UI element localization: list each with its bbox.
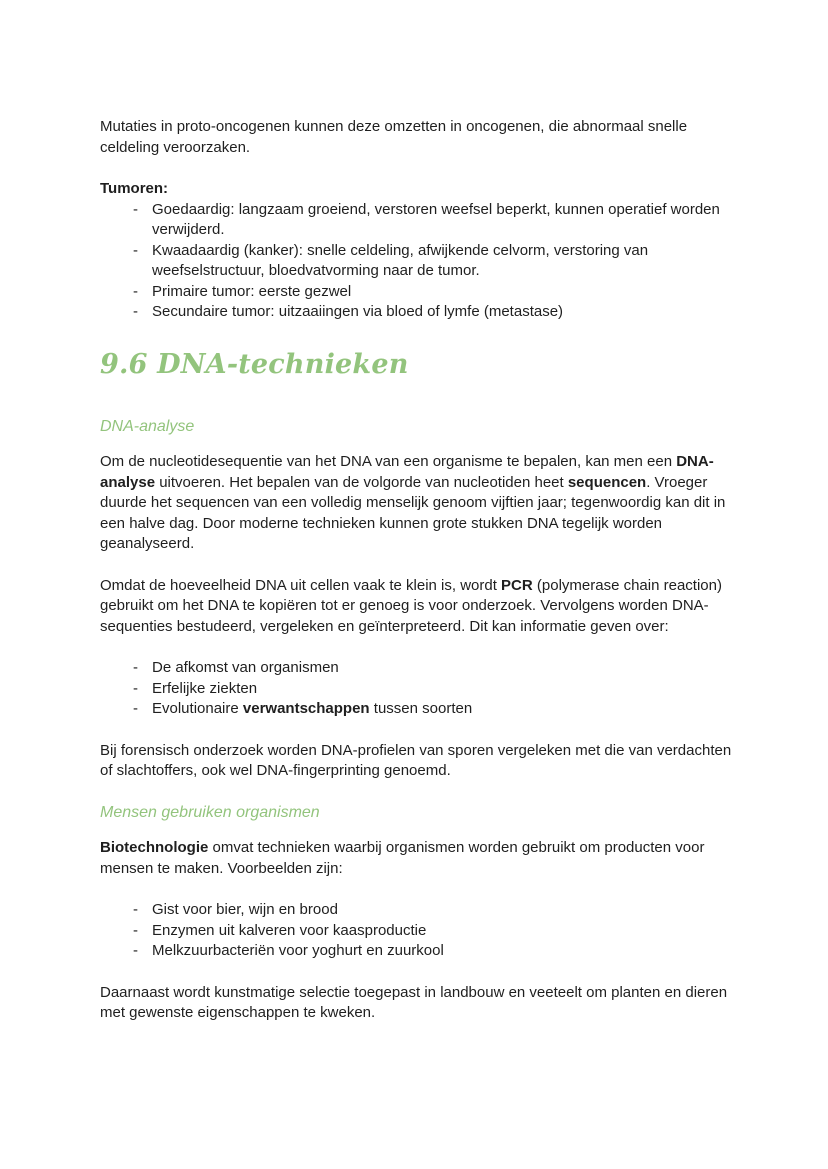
list-item-text: Goedaardig: langzaam groeiend, verstoren weefsel beperkt, kunnen operatief worden verwijderd.	[152, 200, 720, 238]
list-item-text: Erfelijke ziekten	[152, 679, 258, 697]
dash-bullet: -	[133, 282, 138, 300]
list-item-text: Evolutionaire verwantschappen tussen soorten	[152, 700, 473, 717]
list-item-text: Primaire tumor: eerste gezwel	[152, 282, 352, 300]
list-item-text: De afkomst van organismen	[152, 659, 339, 676]
section-heading-dna-technieken: 9.6 DNA-technieken	[100, 348, 409, 380]
dash-bullet: -	[133, 241, 138, 259]
subsection-heading-mensen-gebruiken-organismen: Mensen gebruiken organismen	[100, 803, 320, 821]
paragraph-forensisch: Bij forensisch onderzoek worden DNA-profielen van sporen vergeleken met die van verdachten of slachtoffers, ook wel DNA-fingerprinting genoemd.	[100, 741, 732, 779]
dash-bullet: -	[133, 921, 138, 939]
list-item-text: Enzymen uit kalveren voor kaasproductie	[152, 921, 427, 939]
list-item	[100, 282, 732, 303]
list-item	[100, 941, 732, 962]
paragraph-tumoren-label: Tumoren:	[100, 180, 169, 197]
list-item	[100, 200, 732, 241]
list-item	[100, 658, 732, 679]
list-item	[100, 699, 732, 720]
dash-bullet: -	[133, 200, 138, 218]
dash-bullet: -	[133, 659, 138, 676]
dna-info-list	[100, 658, 732, 720]
biotech-examples-list	[100, 900, 732, 962]
dash-bullet: -	[133, 700, 138, 717]
document-content	[100, 117, 732, 1024]
paragraph-kunstmatige-selectie: Daarnaast wordt kunstmatige selectie toegepast in landbouw en veeteelt om planten en dieren met gewenste eigenschappen te kweken.	[100, 983, 728, 1021]
dash-bullet: -	[133, 303, 138, 320]
paragraph-biotechnologie: Biotechnologie omvat technieken waarbij organismen worden gebruikt om producten voor mensen te maken. Voorbeelden zijn:	[100, 839, 705, 877]
list-item	[100, 921, 732, 942]
dash-bullet: -	[133, 942, 138, 959]
list-item	[100, 900, 732, 921]
list-item-text: Secundaire tumor: uitzaaiingen via bloed of lymfe (metastase)	[152, 303, 564, 320]
dash-bullet: -	[133, 679, 138, 697]
list-item	[100, 302, 732, 323]
list-item-text: Gist voor bier, wijn en brood	[152, 901, 338, 918]
list-item	[100, 679, 732, 700]
paragraph-dna-analyse: Om de nucleotidesequentie van het DNA van een organisme te bepalen, kan men een DNA-analyse uitvoeren. Het bepalen van de volgorde van nucleotiden heet sequencen. Vroeger duurde het sequencen van een volledig menselijk genoom vijftien jaar; tegenwoordig kan dit in een halve dag. Door moderne technieken kunnen grote stukken DNA tegelijk worden geanalyseerd.	[100, 453, 726, 552]
dash-bullet: -	[133, 901, 138, 918]
subsection-heading-dna-analyse: DNA-analyse	[100, 417, 195, 435]
list-item-text: Kwaadaardig (kanker): snelle celdeling, afwijkende celvorm, verstoring van weefselstructuur, bloedvatvorming naar de tumor.	[152, 241, 649, 279]
list-item-text: Melkzuurbacteriën voor yoghurt en zuurkool	[152, 942, 444, 959]
paragraph-pcr: Omdat de hoeveelheid DNA uit cellen vaak te klein is, wordt PCR (polymerase chain reaction) gebruikt om het DNA te kopiëren tot er genoeg is voor onderzoek. Vervolgens worden DNA-sequenties bestudeerd, vergeleken en geïnterpreteerd. Dit kan informatie geven over:	[100, 576, 722, 635]
paragraph-mutaties-intro: Mutaties in proto-oncogenen kunnen deze omzetten in oncogenen, die abnormaal snelle celdeling veroorzaken.	[100, 118, 688, 156]
tumor-types-list	[100, 200, 732, 323]
list-item	[100, 241, 732, 282]
